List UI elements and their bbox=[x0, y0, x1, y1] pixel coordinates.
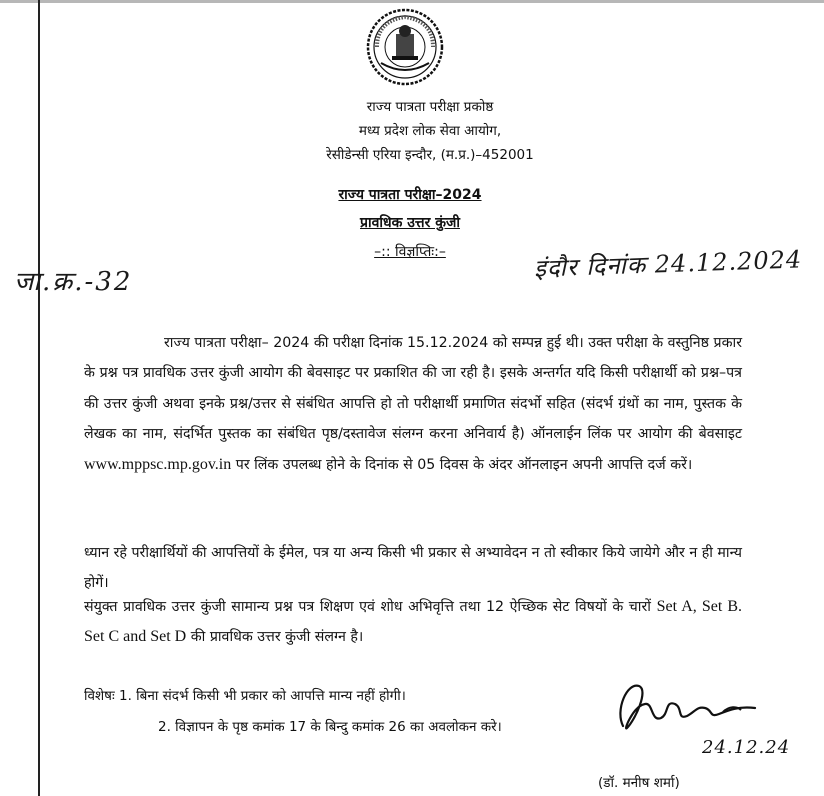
website-link: www.mppsc.mp.gov.in bbox=[84, 455, 232, 473]
special-note-2: 2. विज्ञापन के पृष्ठ कमांक 17 के बिन्दु कमांक 26 का अवलोकन करे। bbox=[158, 719, 502, 735]
answer-key-sets: Set A, Set B. Set C and Set D bbox=[84, 598, 743, 646]
signatory-name: (डॉ. मनीष शर्मा) bbox=[598, 775, 680, 791]
notice-paragraph-2: ध्यान रहे परीक्षार्थियों की आपत्तियों के ईमेल, पत्र या अन्य किसी भी प्रकार से अभ्यावेदन न तो स्वीकार किये जायेगे और न ही मान्य होगें। bbox=[84, 545, 742, 592]
paragraph-1-text-a: राज्य पात्रता परीक्षा– 2024 की परीक्षा दिनांक 15.12.2024 को सम्पन्न हुई थी। उक्त परीक्षा के वस्तुनिष्ठ प्रकार के प्रश्न पत्र प्रावधिक उत्तर कुंजी आयोग की बेवसाइट पर प्रकाशित की जा रही है। इसके अन्तर्गत यदि किसी परीक्षार्थी को प्रश्न–पत्र की उत्तर कुंजी अथवा इनके प्रश्न/उत्तर से संबंधित आपत्ति हो तो परीक्षार्थी प्रमाणित संदर्भो सहित (संदर्भ ग्रंथों का नाम, पुस्तक के लेखक का नाम, संदर्भित पुस्तक का संबंधित पृष्ठ/दस्तावेज संलग्न करना अनिवार्य है) ऑनलाईन लिंक पर आयोग की बेवसाइट bbox=[84, 335, 742, 443]
header-office-line: राज्य पात्रता परीक्षा प्रकोष्ठ bbox=[366, 99, 494, 115]
page-top-edge bbox=[0, 0, 824, 3]
handwritten-place-date: इंदौर दिनांक 24.12.2024 bbox=[533, 245, 803, 283]
answer-key-title: प्रावधिक उत्तर कुंजी bbox=[360, 215, 460, 231]
emblem-seal-icon bbox=[365, 7, 445, 87]
signature-icon bbox=[605, 676, 785, 736]
notice-title: –:: विज्ञप्तिः:– bbox=[374, 244, 446, 260]
header-address-line: रेसीडेन्सी एरिया इन्दौर, (म.प्र.)–452001 bbox=[326, 147, 534, 163]
paragraph-1-text-b: पर लिंक उपलब्ध होने के दिनांक से 05 दिवस के अंदर ऑनलाइन अपनी आपत्ति दर्ज करें। bbox=[235, 456, 693, 473]
notice-paragraph-3 bbox=[84, 592, 742, 653]
header-commission-line: मध्य प्रदेश लोक सेवा आयोग, bbox=[358, 123, 502, 139]
page-left-margin-line bbox=[38, 0, 40, 796]
paragraph-3-text-a: संयुक्त प्रावधिक उत्तर कुंजी सामान्य प्रश्न पत्र शिक्षण एवं शोध अभिवृत्ति तथा 12 ऐच्छिक सेट विषयों के चारों bbox=[84, 599, 651, 615]
notice-paragraph-1 bbox=[84, 328, 742, 480]
exam-title: राज्य पात्रता परीक्षा–2024 bbox=[338, 187, 482, 203]
paragraph-3-text-b: की प्रावधिक उत्तर कुंजी संलग्न है। bbox=[190, 629, 364, 646]
special-note-1: विशेषः 1. बिना संदर्भ किसी भी प्रकार को आपत्ति मान्य नहीं होगी। bbox=[84, 688, 406, 704]
handwritten-reference-number: जा.क्र.-32 bbox=[14, 267, 133, 297]
signature-date: 24.12.24 bbox=[702, 737, 791, 758]
